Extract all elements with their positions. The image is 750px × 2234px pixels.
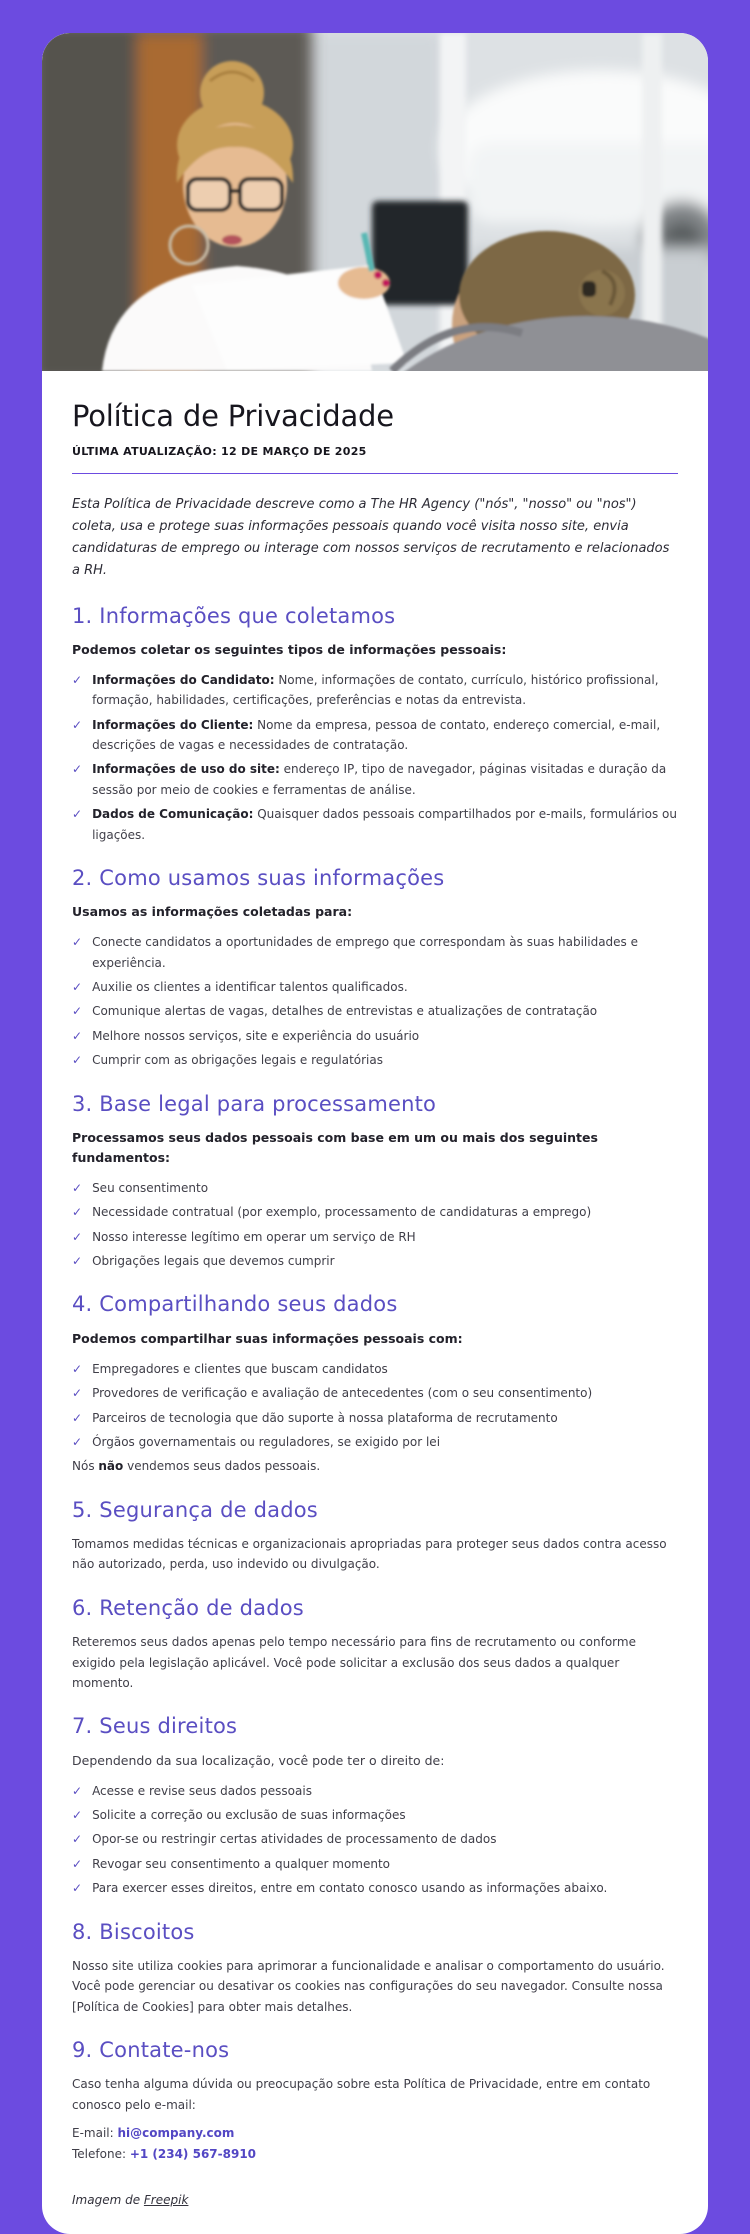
- section-4: [72, 1291, 678, 1476]
- list-item-text: [92, 1878, 607, 1898]
- list-item-text: [92, 1001, 597, 1021]
- hero-photo-illustration: [42, 33, 708, 371]
- checklist: [72, 1359, 678, 1453]
- check-icon: ✓: [72, 1254, 83, 1269]
- list-item-text: [92, 1408, 558, 1428]
- section-3: [72, 1091, 678, 1272]
- list-item-text: [92, 977, 408, 997]
- list-item-body: Solicite a correção ou exclusão de suas informações: [92, 1807, 406, 1822]
- check-icon: ✓: [72, 1004, 83, 1019]
- page-title: Política de Privacidade: [72, 399, 394, 433]
- intro-paragraph: Esta Política de Privacidade descreve como a The HR Agency ("nós", "nosso" ou "nos") coleta, usa e protege suas informações pessoais quando você visita nosso site, envia candidaturas de emprego ou interage com nossos serviços de recrutamento e relacionados a RH.: [72, 497, 670, 579]
- image-credit-text: Imagem de: [72, 2193, 144, 2208]
- section-heading: 4. Compartilhando seus dados: [72, 1292, 398, 1317]
- sections-container: [72, 603, 678, 2166]
- check-icon: ✓: [72, 1434, 83, 1449]
- section-2: [72, 865, 678, 1071]
- list-item-term: Informações de uso do site:: [92, 762, 280, 777]
- section-heading: 6. Retenção de dados: [72, 1595, 304, 1620]
- list-item: [72, 1251, 678, 1271]
- check-icon: ✓: [72, 1180, 83, 1195]
- list-item: [72, 1805, 678, 1825]
- list-item: [72, 932, 678, 973]
- list-item-body: Melhore nossos serviços, site e experiência do usuário: [92, 1028, 420, 1043]
- section-heading: 2. Como usamos suas informações: [72, 865, 445, 890]
- policy-content: [42, 371, 708, 2234]
- list-item-body: Para exercer esses direitos, entre em contato conosco usando as informações abaixo.: [92, 1881, 608, 1896]
- list-item: [72, 1359, 678, 1379]
- list-item-text: [92, 759, 678, 800]
- check-icon: ✓: [72, 1783, 83, 1798]
- note-segment: não: [98, 1459, 124, 1474]
- list-item-text: [92, 804, 678, 845]
- list-item: [72, 1383, 678, 1403]
- list-item-text: [92, 1854, 390, 1874]
- section-7: [72, 1713, 678, 1898]
- list-item: [72, 670, 678, 711]
- list-item-body: Nome, informações de contato, currículo, histórico profissional, formação, habilidades, certificações, preferências e notas da entrevista.: [92, 672, 659, 708]
- note-segment: vendemos seus dados pessoais.: [123, 1459, 321, 1474]
- list-item-text: [92, 1251, 335, 1271]
- checklist: [72, 932, 678, 1070]
- section-9: [72, 2037, 678, 2165]
- note-segment: Nós: [72, 1459, 99, 1474]
- check-icon: ✓: [72, 1832, 83, 1847]
- list-item-text: [92, 1805, 406, 1825]
- list-item: [72, 1178, 678, 1198]
- check-icon: ✓: [72, 935, 83, 950]
- list-item-term: Informações do Candidato:: [92, 672, 275, 687]
- list-item-text: [92, 1178, 208, 1198]
- list-item-body: Seu consentimento: [92, 1180, 209, 1195]
- list-item-text: [92, 1202, 591, 1222]
- list-item-body: Auxilie os clientes a identificar talentos qualificados.: [92, 980, 408, 995]
- section-heading: 8. Biscoitos: [72, 1919, 195, 1944]
- section-5: [72, 1497, 678, 1575]
- list-item-body: Conecte candidatos a oportunidades de emprego que correspondam às suas habilidades e experiência.: [92, 935, 639, 970]
- list-item-term: Dados de Comunicação:: [92, 807, 254, 822]
- list-item-text: [92, 715, 678, 756]
- list-item-body: Órgãos governamentais ou reguladores, se exigido por lei: [92, 1434, 441, 1449]
- list-item-body: Comunique alertas de vagas, detalhes de entrevistas e atualizações de contratação: [92, 1004, 598, 1019]
- list-item: [72, 1781, 678, 1801]
- check-icon: ✓: [72, 1229, 83, 1244]
- list-item-text: [92, 1829, 496, 1849]
- list-item-body: Obrigações legais que devemos cumprir: [92, 1254, 335, 1269]
- last-updated-label: ÚLTIMA ATUALIZAÇÃO: 12 DE MARÇO DE 2025: [72, 444, 367, 458]
- contact-line: [72, 2123, 678, 2144]
- check-icon: ✓: [72, 762, 83, 777]
- list-item-body: endereço IP, tipo de navegador, páginas visitadas e duração da sessão por meio de cookies e ferramentas de análise.: [92, 762, 667, 797]
- list-item-text: [92, 1227, 416, 1247]
- phone-link[interactable]: +1 (234) 567-8910: [129, 2147, 257, 2162]
- list-item: [72, 759, 678, 800]
- list-item: [72, 804, 678, 845]
- list-item-text: [92, 1781, 312, 1801]
- section-lead: Podemos compartilhar suas informações pessoais com:: [72, 1330, 463, 1346]
- check-icon: ✓: [72, 1205, 83, 1220]
- list-item-body: Acesse e revise seus dados pessoais: [92, 1783, 312, 1798]
- section-paragraph: Nosso site utiliza cookies para aprimorar a funcionalidade e analisar o comportamento do usuário. Você pode gerenciar ou desativar os cookies nas configurações do seu navegador. Consulte nossa [Política de Cookies] para obter mais detalhes.: [72, 1958, 665, 2014]
- section-lead: Usamos as informações coletadas para:: [72, 904, 353, 920]
- section-heading: 9. Contate-nos: [72, 2038, 230, 2062]
- check-icon: ✓: [72, 1361, 83, 1376]
- checklist: [72, 670, 678, 845]
- section-8: [72, 1919, 678, 2017]
- list-item: [72, 1408, 678, 1428]
- section-lead: Processamos seus dados pessoais com base em um ou mais dos seguintes fundamentos:: [72, 1129, 598, 1165]
- email-link[interactable]: hi@company.com: [117, 2126, 235, 2141]
- list-item: [72, 1854, 678, 1874]
- list-item-body: Parceiros de tecnologia que dão suporte à nossa plataforma de recrutamento: [92, 1410, 558, 1425]
- list-item: [72, 1202, 678, 1222]
- list-item: [72, 1026, 678, 1046]
- list-item-text: [92, 1050, 383, 1070]
- list-item-body: Empregadores e clientes que buscam candidatos: [92, 1361, 388, 1376]
- section-1: [72, 603, 678, 845]
- contact-line: [72, 2144, 678, 2165]
- list-item: [72, 1001, 678, 1021]
- section-6: [72, 1595, 678, 1693]
- list-item-body: Revogar seu consentimento a qualquer momento: [92, 1856, 391, 1871]
- section-paragraph: Reteremos seus dados apenas pelo tempo necessário para fins de recrutamento ou conforme exigido pela legislação aplicável. Você pode solicitar a exclusão dos seus dados a qualquer momento.: [72, 1635, 636, 1690]
- list-item-text: [92, 1359, 388, 1379]
- list-item-body: Cumprir com as obrigações legais e regulatórias: [92, 1053, 383, 1068]
- section-note: [72, 1456, 678, 1476]
- checklist: [72, 1781, 678, 1899]
- section-heading: 7. Seus direitos: [72, 1714, 238, 1739]
- check-icon: ✓: [72, 1053, 83, 1068]
- list-item-body: Necessidade contratual (por exemplo, processamento de candidaturas a emprego): [92, 1205, 592, 1220]
- list-item-body: Opor-se ou restringir certas atividades de processamento de dados: [92, 1832, 497, 1847]
- contact-label: E-mail:: [72, 2126, 118, 2141]
- list-item: [72, 1050, 678, 1070]
- check-icon: ✓: [72, 1881, 83, 1896]
- list-item-text: [92, 932, 678, 973]
- list-item: [72, 715, 678, 756]
- check-icon: ✓: [72, 807, 83, 822]
- list-item-text: [92, 670, 678, 711]
- list-item-body: Nome da empresa, pessoa de contato, endereço comercial, e-mail, descrições de vagas e necessidades de contratação.: [92, 717, 661, 753]
- list-item: [72, 1432, 678, 1452]
- check-icon: ✓: [72, 1386, 83, 1401]
- divider: [72, 473, 678, 474]
- list-item: [72, 1227, 678, 1247]
- contact-label: Telefone:: [72, 2147, 130, 2162]
- list-item-text: [92, 1026, 419, 1046]
- section-heading: 1. Informações que coletamos: [72, 603, 396, 628]
- list-item: [72, 1878, 678, 1898]
- checklist: [72, 1178, 678, 1272]
- check-icon: ✓: [72, 672, 83, 687]
- check-icon: ✓: [72, 1028, 83, 1043]
- section-heading: 5. Segurança de dados: [72, 1497, 318, 1522]
- list-item-text: [92, 1383, 592, 1403]
- list-item: [72, 1829, 678, 1849]
- list-item-body: Quaisquer dados pessoais compartilhados por e-mails, formulários ou ligações.: [92, 807, 677, 842]
- freepik-link[interactable]: Freepik: [143, 2193, 189, 2208]
- section-paragraph: Tomamos medidas técnicas e organizacionais apropriadas para proteger seus dados contra acesso não autorizado, perda, uso indevido ou divulgação.: [72, 1537, 667, 1572]
- list-item-term: Informações do Cliente:: [92, 717, 254, 732]
- check-icon: ✓: [72, 1807, 83, 1822]
- list-item-text: [92, 1432, 440, 1452]
- check-icon: ✓: [72, 1410, 83, 1425]
- section-heading: 3. Base legal para processamento: [72, 1091, 437, 1116]
- check-icon: ✓: [72, 1856, 83, 1871]
- section-lead: Podemos coletar os seguintes tipos de informações pessoais:: [72, 641, 507, 657]
- policy-card: [42, 33, 708, 2234]
- check-icon: ✓: [72, 717, 83, 732]
- list-item-body: Provedores de verificação e avaliação de antecedentes (com o seu consentimento): [92, 1386, 593, 1401]
- list-item: [72, 977, 678, 997]
- section-paragraph: Caso tenha alguma dúvida ou preocupação sobre esta Política de Privacidade, entre em contato conosco pelo e-mail:: [72, 2077, 651, 2112]
- hero-image: [42, 33, 708, 371]
- section-lead: Dependendo da sua localização, você pode ter o direito de:: [72, 1752, 445, 1768]
- list-item-body: Nosso interesse legítimo em operar um serviço de RH: [92, 1229, 416, 1244]
- check-icon: ✓: [72, 980, 83, 995]
- image-credit: [72, 2191, 678, 2210]
